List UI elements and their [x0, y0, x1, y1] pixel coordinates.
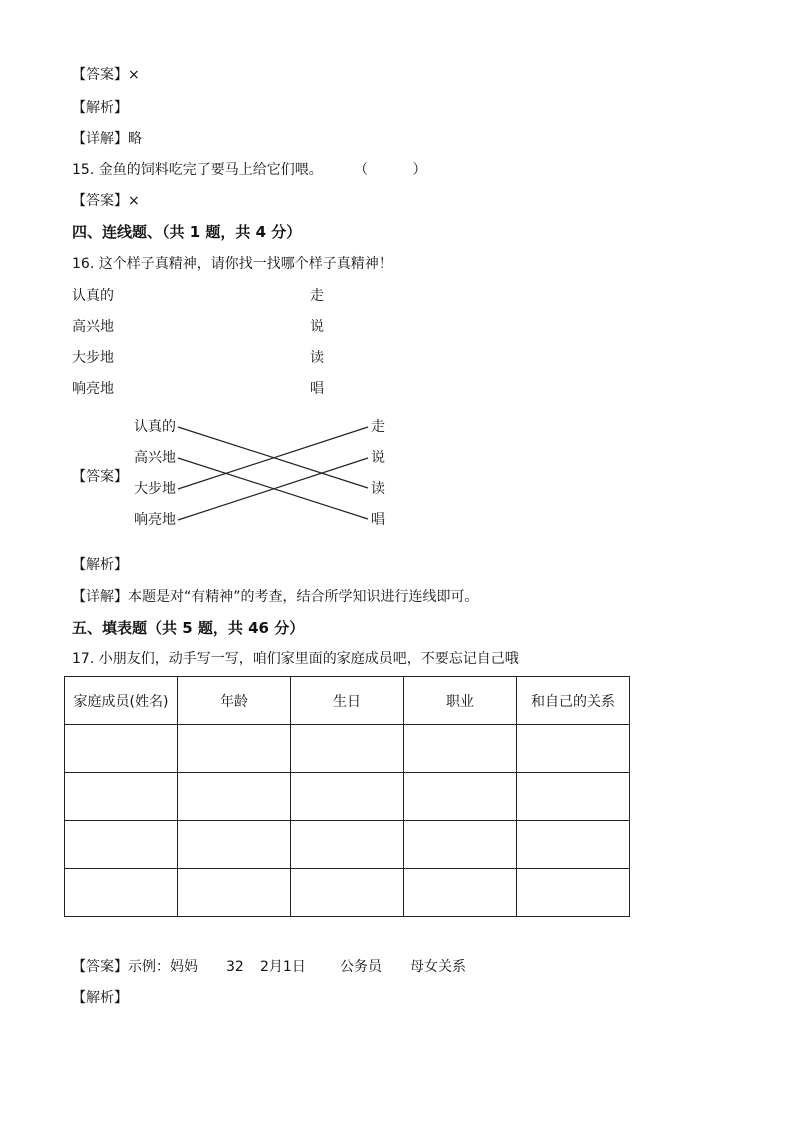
pair-right-3: 读 [310, 350, 324, 366]
analysis-14: 【解析】 [72, 100, 128, 116]
table-cell[interactable] [517, 773, 630, 821]
table-cell[interactable] [65, 821, 178, 869]
table-cell[interactable] [404, 773, 517, 821]
table-row [65, 773, 630, 821]
analysis-17: 【解析】 [72, 990, 128, 1006]
question-17: 17. 小朋友们，动手写一写，咱们家里面的家庭成员吧，不要忘记自己哦 [72, 651, 519, 667]
section-4-heading: 四、连线题、（共 1 题，共 4 分） [72, 223, 302, 241]
table-cell[interactable] [291, 773, 404, 821]
match-left-2: 高兴地 [134, 450, 176, 466]
answer-14: 【答案】× [72, 67, 140, 83]
question-16: 16. 这个样子真精神，请你找一找哪个样子真精神！ [72, 256, 393, 272]
table-cell[interactable] [517, 869, 630, 917]
pair-right-4: 唱 [310, 381, 324, 397]
answer-17-example: 【答案】示例：妈妈 [72, 959, 198, 975]
table-cell[interactable] [404, 725, 517, 773]
table-row [65, 725, 630, 773]
table-cell[interactable] [178, 773, 291, 821]
table-header-cell: 家庭成员(姓名) [65, 677, 178, 725]
table-cell[interactable] [291, 869, 404, 917]
table-cell[interactable] [178, 869, 291, 917]
match-right-1: 走 [371, 419, 385, 435]
detail-14: 【详解】略 [72, 131, 142, 147]
match-right-3: 读 [371, 481, 385, 497]
table-cell[interactable] [291, 821, 404, 869]
table-cell[interactable] [517, 725, 630, 773]
answer-17-birthday: 2月1日 [260, 959, 306, 975]
pair-right-2: 说 [310, 319, 324, 335]
table-cell[interactable] [65, 869, 178, 917]
match-left-1: 认真的 [134, 419, 176, 435]
question-15: 15. 金鱼的饲料吃完了要马上给它们喂。 [72, 162, 323, 178]
analysis-16: 【解析】 [72, 557, 128, 573]
table-cell[interactable] [404, 821, 517, 869]
match-right-2: 说 [371, 450, 385, 466]
matching-lines [0, 0, 794, 560]
table-header-row [65, 677, 630, 725]
answer-17-age: 32 [226, 959, 244, 975]
table-cell[interactable] [517, 821, 630, 869]
answer-17-job: 公务员 [340, 959, 382, 975]
pair-right-1: 走 [310, 288, 324, 304]
table-cell[interactable] [178, 725, 291, 773]
pair-left-4: 响亮地 [72, 381, 114, 397]
table-cell[interactable] [65, 725, 178, 773]
family-table [64, 676, 630, 917]
pair-left-2: 高兴地 [72, 319, 114, 335]
table-cell[interactable] [404, 869, 517, 917]
table-cell[interactable] [65, 773, 178, 821]
question-15-blank: （ ） [354, 162, 427, 178]
match-left-3: 大步地 [134, 481, 176, 497]
table-header-cell: 年龄 [178, 677, 291, 725]
match-right-4: 唱 [371, 512, 385, 528]
table-header-cell: 职业 [404, 677, 517, 725]
pair-left-3: 大步地 [72, 350, 114, 366]
table-row [65, 869, 630, 917]
detail-16: 【详解】本题是对“有精神”的考查，结合所学知识进行连线即可。 [72, 589, 479, 605]
answer-17-relation: 母女关系 [410, 959, 466, 975]
table-header-cell: 生日 [291, 677, 404, 725]
match-left-4: 响亮地 [134, 512, 176, 528]
answer-16-tag: 【答案】 [72, 469, 128, 485]
pair-left-1: 认真的 [72, 288, 114, 304]
section-5-heading: 五、填表题（共 5 题，共 46 分） [72, 619, 305, 637]
table-header-cell: 和自己的关系 [517, 677, 630, 725]
table-cell[interactable] [178, 821, 291, 869]
table-row [65, 821, 630, 869]
answer-15: 【答案】× [72, 193, 140, 209]
table-cell[interactable] [291, 725, 404, 773]
